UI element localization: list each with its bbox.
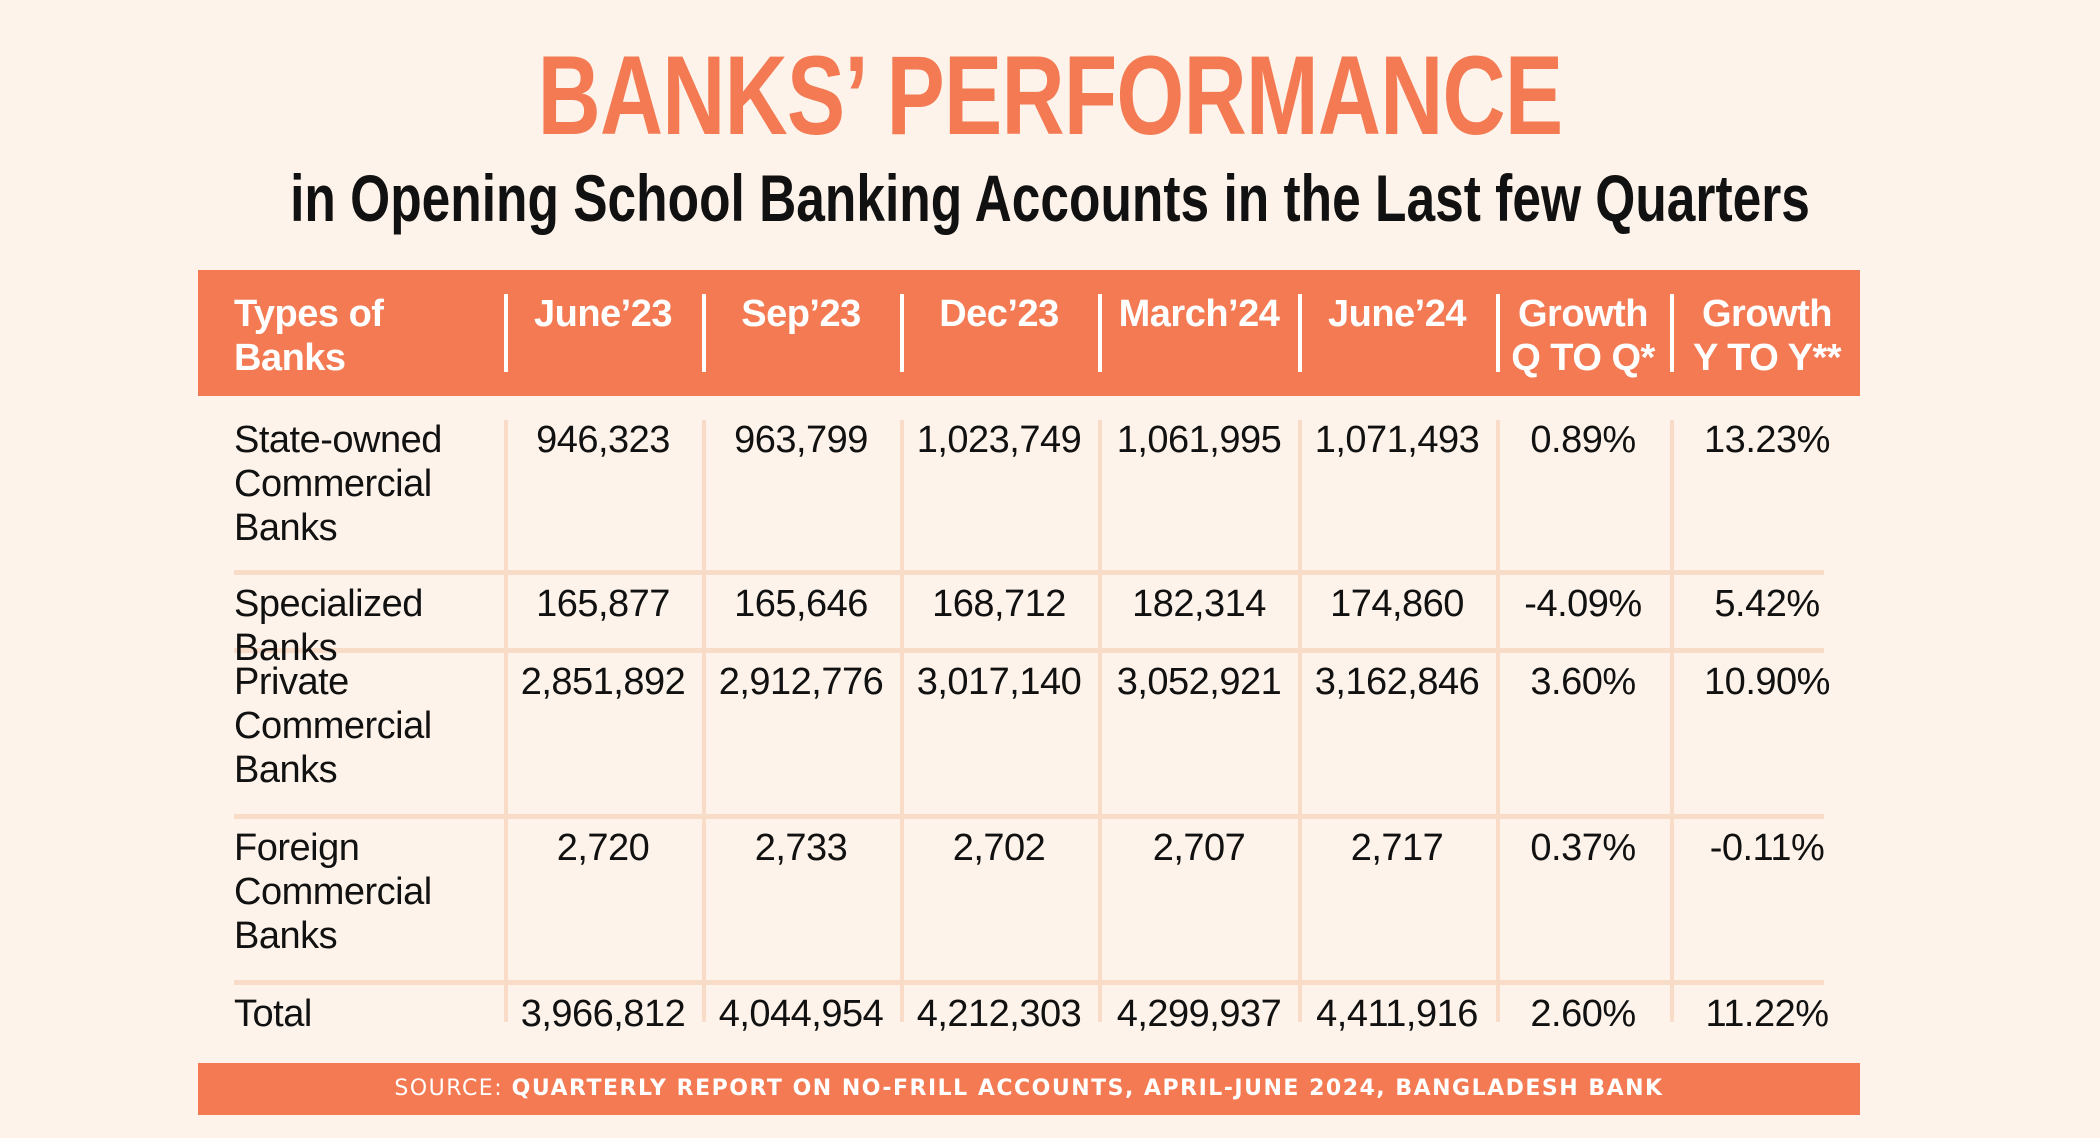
chart-subtitle: in Opening School Banking Accounts in the Last few Quarters [290, 161, 1810, 235]
table-cell: 10.90% [1704, 661, 1830, 703]
row-label-line: Private [234, 661, 349, 703]
row-label-line: State-owned [234, 419, 442, 461]
table-cell: -4.09% [1524, 583, 1642, 625]
table-cell: 4,299,937 [1116, 993, 1282, 1035]
banks-table [198, 270, 1860, 1035]
table-cell: 1,023,749 [916, 419, 1082, 461]
column-header [234, 292, 504, 380]
table-cell: 5.42% [1714, 583, 1820, 625]
column-header-line: Types of Banks [234, 293, 384, 379]
table-cell: 4,212,303 [916, 993, 1082, 1035]
table-cell: 2,720 [556, 827, 650, 869]
table-header [198, 270, 1860, 396]
column-header-line: Sep’23 [741, 293, 861, 335]
header-separator [702, 294, 706, 372]
table-cell: 2.60% [1530, 993, 1636, 1035]
column-header-line: June’24 [1327, 293, 1467, 335]
column-divider [1098, 420, 1102, 1022]
header-separator [900, 294, 904, 372]
column-divider [1496, 420, 1500, 1022]
row-label-line: Banks [234, 915, 338, 957]
chart-title: BANKS’ PERFORMANCE [537, 33, 1563, 158]
column-header [706, 292, 896, 336]
table-cell: 4,411,916 [1316, 993, 1478, 1035]
table-cell: 963,799 [734, 419, 868, 461]
row-divider [234, 814, 1824, 819]
row-label [234, 418, 504, 550]
table-cell: 2,733 [754, 827, 848, 869]
table-cell: 4,044,954 [718, 993, 884, 1035]
table-cell: 946,323 [536, 419, 670, 461]
table-cell: 0.37% [1530, 827, 1636, 869]
column-divider [1298, 420, 1302, 1022]
column-header-line: Growth [1702, 293, 1832, 335]
table-cell: 3,162,846 [1314, 661, 1480, 703]
source-bar [198, 1063, 1860, 1115]
row-divider [234, 980, 1824, 985]
table-cell: 3,017,140 [916, 661, 1082, 703]
header-separator [1298, 294, 1302, 372]
table-cell: 13.23% [1704, 419, 1830, 461]
column-header [904, 292, 1094, 336]
row-label-line: Commercial [234, 871, 432, 913]
column-divider [1670, 420, 1674, 1022]
column-header-line: Y TO Y** [1692, 337, 1842, 379]
column-header-line: March’24 [1118, 293, 1280, 335]
table-cell: 2,851,892 [520, 661, 686, 703]
column-header [1674, 292, 1860, 380]
table-cell: 3,966,812 [520, 993, 686, 1035]
source-label: SOURCE: [394, 1076, 504, 1101]
row-label-line: Banks [234, 507, 338, 549]
table-cell: 182,314 [1132, 583, 1266, 625]
row-label-line: Total [234, 993, 312, 1035]
header-separator [1496, 294, 1500, 372]
table-cell: 3.60% [1530, 661, 1636, 703]
column-header-line: Q TO Q* [1511, 337, 1655, 379]
table-cell: -0.11% [1709, 827, 1825, 869]
source-text: QUARTERLY REPORT ON NO-FRILL ACCOUNTS, APRIL-JUNE 2024, BANGLADESH BANK [511, 1076, 1664, 1101]
header-separator [1098, 294, 1102, 372]
header-separator [1670, 294, 1674, 372]
table-cell: 174,860 [1330, 583, 1464, 625]
row-label [234, 826, 504, 958]
column-header [1302, 292, 1492, 336]
row-label-line: Commercial [234, 705, 432, 747]
table-cell: 165,877 [536, 583, 670, 625]
table-cell: 2,912,776 [718, 661, 884, 703]
column-header [508, 292, 698, 336]
column-divider [504, 420, 508, 1022]
table-cell: 1,061,995 [1116, 419, 1282, 461]
row-label [234, 992, 504, 1036]
row-label [234, 660, 504, 792]
table-cell: 2,702 [952, 827, 1046, 869]
row-label-line: Banks [234, 749, 338, 791]
column-divider [702, 420, 706, 1022]
table-cell: 168,712 [932, 583, 1066, 625]
table-cell: 2,707 [1152, 827, 1246, 869]
column-header [1102, 292, 1296, 336]
table-cell: 3,052,921 [1116, 661, 1282, 703]
table-cell: 0.89% [1530, 419, 1636, 461]
column-header-line: June’23 [533, 293, 673, 335]
column-header-line: Growth [1518, 293, 1648, 335]
row-divider [234, 570, 1824, 575]
table-cell: 1,071,493 [1314, 419, 1480, 461]
row-label-line: Specialized Banks [234, 583, 423, 669]
table-cell: 11.22% [1705, 993, 1829, 1035]
header-separator [504, 294, 508, 372]
column-header [1500, 292, 1666, 380]
column-header-line: Dec’23 [939, 293, 1059, 335]
table-cell: 2,717 [1350, 827, 1444, 869]
column-divider [900, 420, 904, 1022]
table-cell: 165,646 [734, 583, 868, 625]
row-label-line: Foreign [234, 827, 360, 869]
row-label-line: Commercial [234, 463, 432, 505]
row-label [234, 582, 504, 670]
